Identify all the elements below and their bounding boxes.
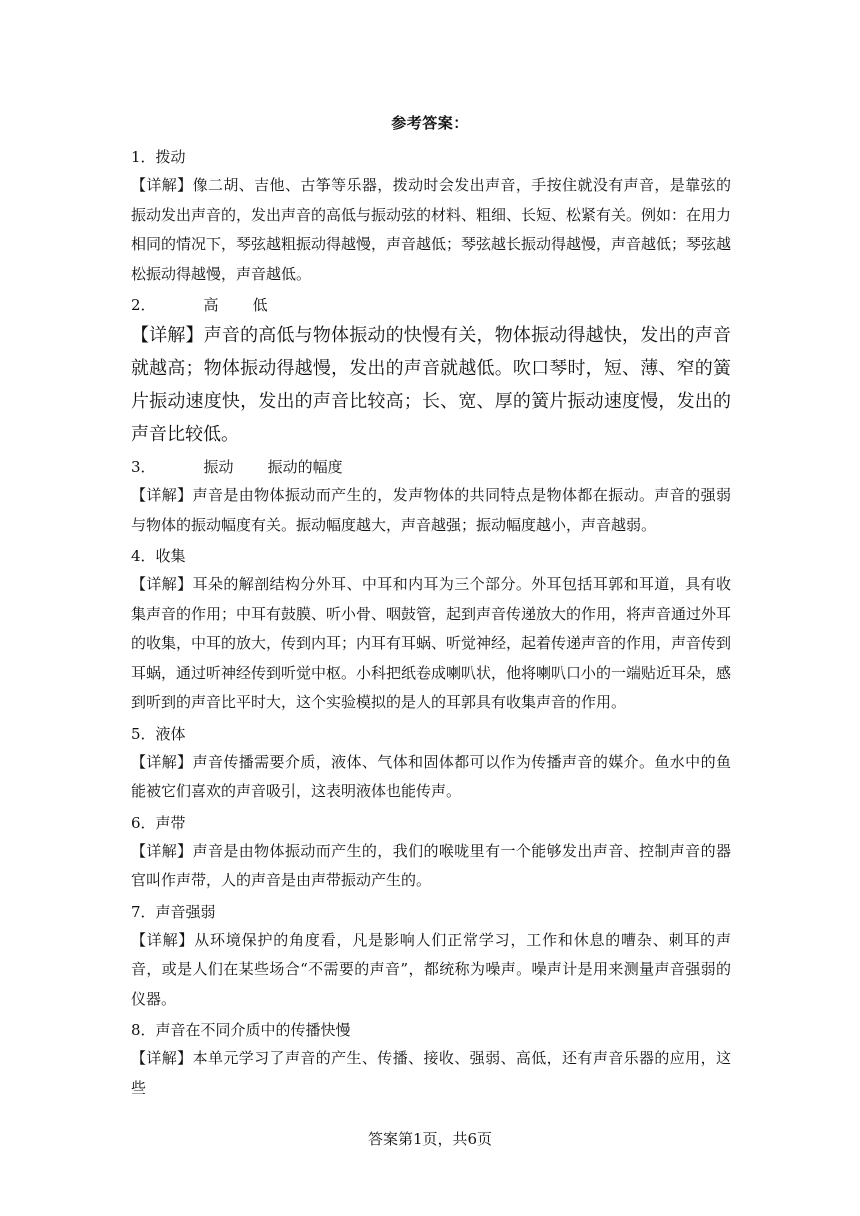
- detail-paragraph-4: [131, 570, 731, 718]
- answer-list: [131, 143, 731, 1105]
- answer-text: 液体: [155, 724, 186, 743]
- answer-line-2: [131, 291, 731, 319]
- detail-text: 从环境保护的角度看，凡是影响人们正常学习，工作和休息的嘈杂、刺耳的声音，或是人们在某些场合“不需要的声音”，都统称为噪声。噪声计是用来测量声音强弱的仪器。: [131, 930, 731, 1008]
- page-footer: 答案第1页，共6页: [367, 1130, 493, 1148]
- question-number: 3．: [131, 458, 156, 476]
- answer-text: 振动: [203, 458, 234, 476]
- question-number: 1．: [131, 148, 156, 166]
- answer-text: 低: [252, 296, 268, 314]
- detail-text: 声音传播需要介质，液体、气体和固体都可以作为传播声音的媒介。鱼水中的鱼能被它们喜欢的声音吸引，这表明液体也能传声。: [131, 752, 731, 800]
- detail-tag: 【详解】: [131, 176, 193, 194]
- detail-paragraph-7: [131, 926, 731, 1015]
- detail-text: 本单元学习了声音的产生、传播、接收、强弱、高低，还有声音乐器的应用，这些: [131, 1049, 731, 1097]
- answer-text: 声带: [155, 813, 186, 832]
- question-number: 7．: [131, 902, 156, 921]
- answer-text: 振动的幅度: [267, 458, 343, 476]
- answer-line-8: [131, 1016, 731, 1044]
- answer-line-7: [131, 898, 731, 926]
- answer-line-1: [131, 143, 731, 171]
- answer-line-5: [131, 720, 731, 748]
- answer-text: 收集: [155, 547, 186, 565]
- answer-line-4: [131, 542, 731, 570]
- detail-text: 像二胡、吉他、古筝等乐器，拨动时会发出声音，手按住就没有声音，是靠弦的振动发出声音的，发出声音的高低与振动弦的材料、粗细、长短、松紧有关。例如：在用力相同的情况下，琴弦越粗振动得越慢，声音越低；琴弦越长振动得越慢，声音越低；琴弦越松振动得越慢，声音越低。: [131, 176, 732, 283]
- detail-tag: 【详解】: [131, 486, 193, 504]
- detail-paragraph-1: [131, 171, 731, 289]
- question-number: 4．: [131, 547, 156, 565]
- detail-paragraph-5: [131, 748, 731, 807]
- question-number: 8．: [131, 1021, 156, 1039]
- answer-text: 声音强弱: [155, 902, 216, 921]
- detail-paragraph-8: [131, 1044, 731, 1103]
- detail-text: 耳朵的解剖结构分外耳、中耳和内耳为三个部分。外耳包括耳郭和耳道，具有收集声音的作用；中耳有鼓膜、听小骨、咽鼓管，起到声音传递放大的作用，将声音通过外耳的收集，中耳的放大，传到内耳；内耳有耳蜗、听觉神经，起着传递声音的作用，声音传到耳蜗，通过听神经传到听觉中枢。小科把纸卷成喇叭状，他将喇叭口小的一端贴近耳朵，感到听到的声音比平时大，这个实验模拟的是人的耳郭具有收集声音的作用。: [131, 575, 732, 711]
- answer-line-3: [131, 453, 731, 481]
- detail-tag: 【详解】: [131, 841, 193, 860]
- page-title: 参考答案：: [391, 114, 469, 132]
- detail-text: 声音是由物体振动而产生的，我们的喉咙里有一个能够发出声音、控制声音的器官叫作声带，人的声音是由声带振动产生的。: [131, 841, 731, 889]
- detail-text: 声音的高低与物体振动的快慢有关，物体振动得越快，发出的声音就越高；物体振动得越慢，发出的声音就越低。吹口琴时，短、薄、窄的簧片振动速度快，发出的声音比较高；长、宽、厚的簧片振动速度慢，发出的声音比较低。: [131, 325, 731, 445]
- answer-text: 声音在不同介质中的传播快慢: [155, 1021, 351, 1039]
- detail-tag: 【详解】: [131, 575, 193, 593]
- question-number: 2．: [131, 296, 156, 314]
- answer-text: 拨动: [155, 148, 186, 166]
- detail-tag: 【详解】: [131, 325, 204, 346]
- detail-paragraph-3: [131, 481, 731, 540]
- detail-tag: 【详解】: [131, 930, 195, 949]
- detail-tag: 【详解】: [131, 752, 193, 771]
- answer-text: 高: [203, 296, 219, 314]
- detail-text: 声音是由物体振动而产生的，发声物体的共同特点是物体都在振动。声音的强弱与物体的振动幅度有关。振动幅度越大，声音越强；振动幅度越小，声音越弱。: [131, 486, 731, 534]
- question-number: 5．: [131, 724, 156, 743]
- answer-line-6: [131, 809, 731, 837]
- question-number: 6．: [131, 813, 156, 832]
- detail-tag: 【详解】: [131, 1049, 193, 1067]
- detail-paragraph-6: [131, 837, 731, 896]
- detail-paragraph-2: [131, 319, 731, 451]
